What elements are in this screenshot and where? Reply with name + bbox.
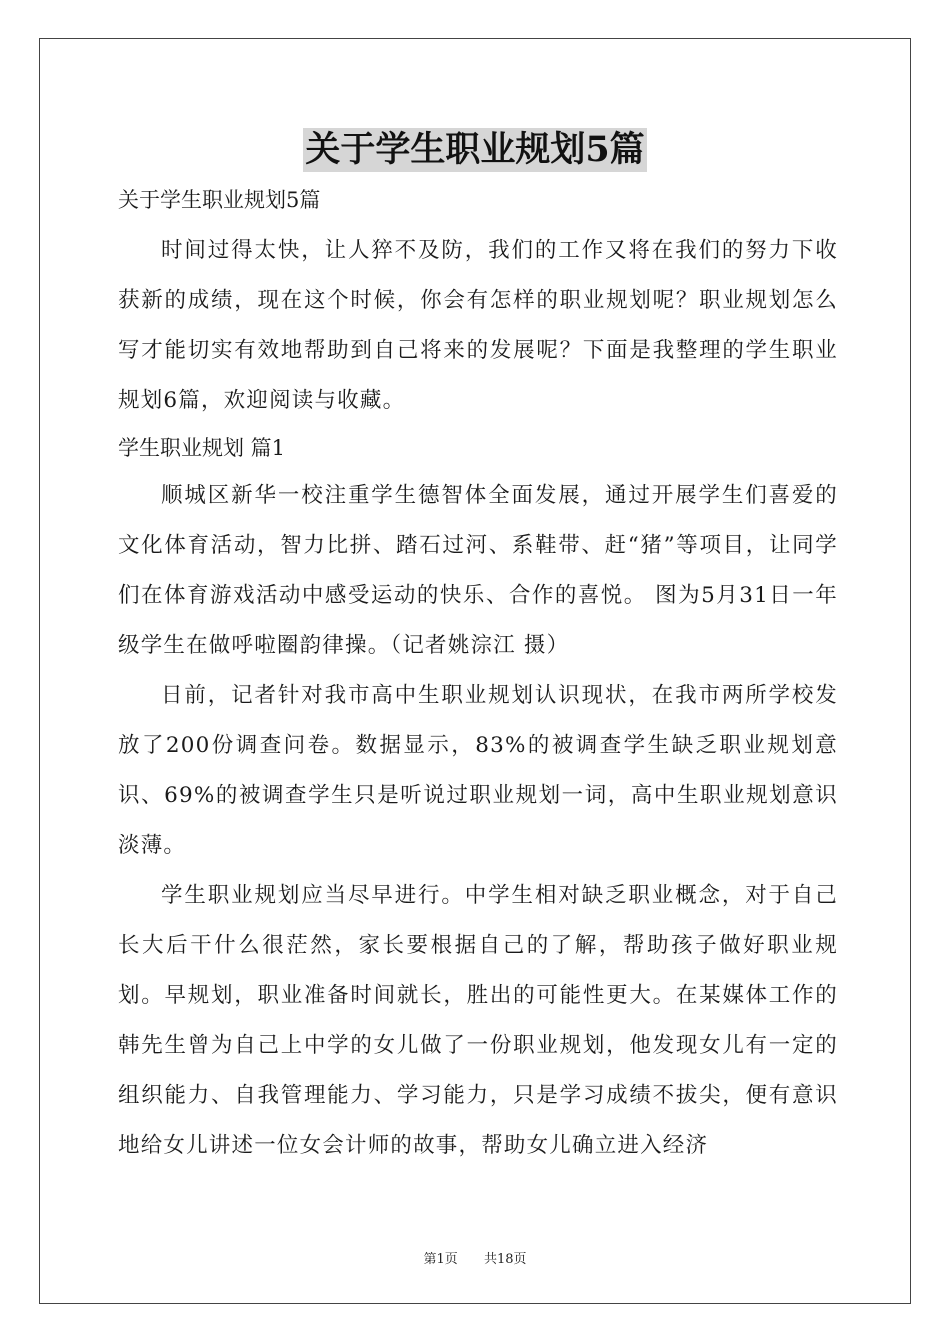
- page-number: 第1页: [423, 1252, 458, 1267]
- document-body: [118, 180, 838, 1171]
- section-heading: 学生职业规划 篇1: [118, 436, 286, 460]
- title-container: [0, 128, 950, 172]
- body-paragraph: 学生职业规划应当尽早进行。中学生相对缺乏职业概念，对于自己长大后干什么很茫然，家长要根据自己的了解，帮助孩子做好职业规划。早规划，职业准备时间就长，胜出的可能性更大。在某媒体工作的韩先生曾为自己上中学的女儿做了一份职业规划，他发现女儿有一定的组织能力、自我管理能力、学习能力，只是学习成绩不拔尖，便有意识地给女儿讲述一位女会计师的故事，帮助女儿确立进入经济: [118, 883, 838, 1158]
- body-paragraph: 顺城区新华一校注重学生德智体全面发展，通过开展学生们喜爱的文化体育活动，智力比拼、踏石过河、系鞋带、赶“猪”等项目，让同学们在体育游戏活动中感受运动的快乐、合作的喜悦。 图为5月31日一年级学生在做呼啦圈韵律操。（记者姚淙江 摄）: [118, 483, 838, 658]
- page-footer: [0, 1248, 950, 1267]
- subtitle-line: 关于学生职业规划5篇: [118, 188, 321, 212]
- body-paragraph: 日前，记者针对我市高中生职业规划认识现状，在我市两所学校发放了200份调查问卷。数据显示，83%的被调查学生缺乏职业规划意识、69%的被调查学生只是听说过职业规划一词，高中生职业规划意识淡薄。: [118, 683, 838, 858]
- page-total: 共18页: [484, 1252, 527, 1267]
- intro-paragraph: 时间过得太快，让人猝不及防，我们的工作又将在我们的努力下收获新的成绩，现在这个时候，你会有怎样的职业规划呢？职业规划怎么写才能切实有效地帮助到自己将来的发展呢？下面是我整理的学生职业规划6篇，欢迎阅读与收藏。: [118, 238, 838, 413]
- document-title: 关于学生职业规划5篇: [305, 129, 645, 170]
